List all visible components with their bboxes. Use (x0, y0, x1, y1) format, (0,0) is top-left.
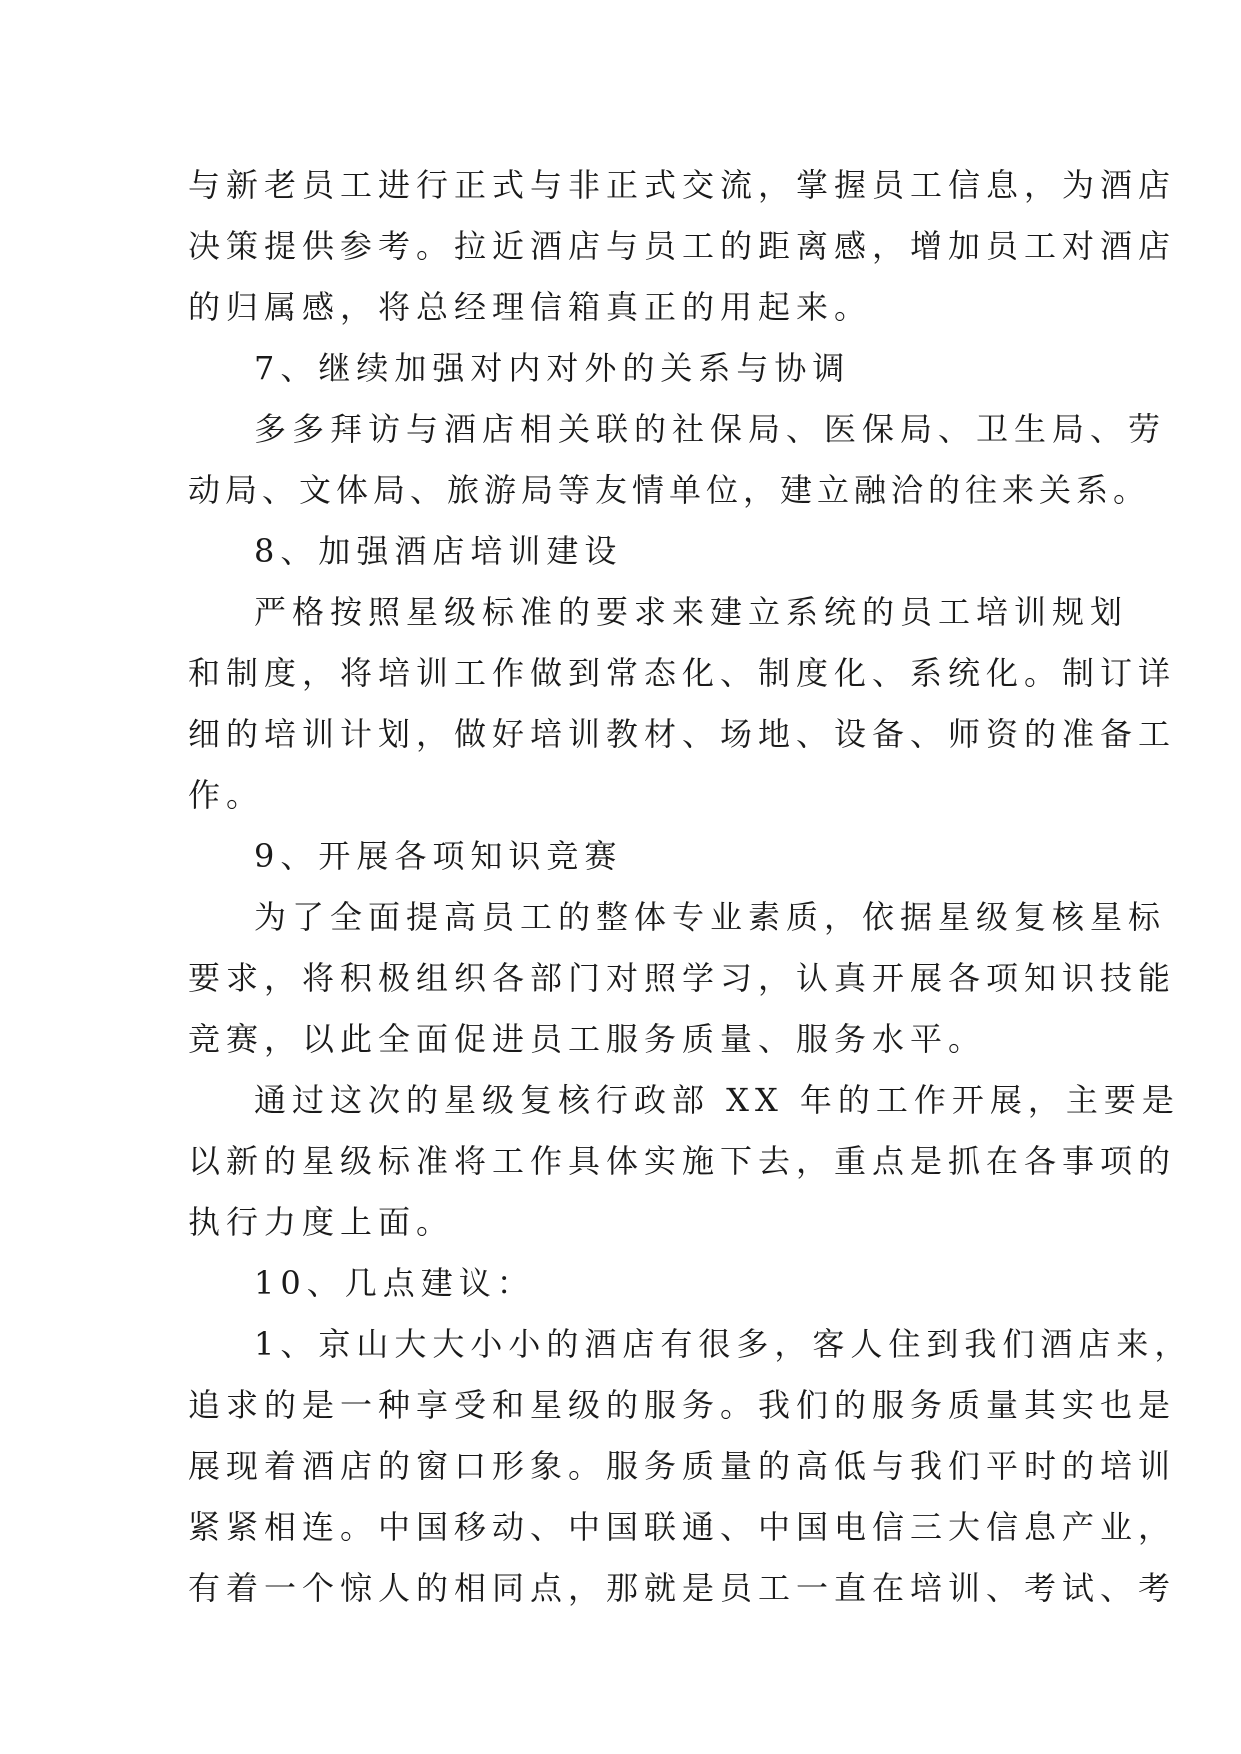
paragraph-line: 决策提供参考。拉近酒店与员工的距离感，增加员工对酒店 (188, 227, 1177, 265)
paragraph-line: 紧紧相连。中国移动、中国联通、中国电信三大信息产业， (188, 1508, 1177, 1546)
section-heading-8: 8、加强酒店培训建设 (254, 532, 623, 570)
paragraph-line: 竞赛，以此全面促进员工服务质量、服务水平。 (188, 1020, 987, 1058)
paragraph-line: 1、京山大大小小的酒店有很多，客人住到我们酒店来， (254, 1325, 1193, 1363)
document-body (188, 155, 1193, 1619)
paragraph-line: 严格按照星级标准的要求来建立系统的员工培训规划 (254, 593, 1129, 631)
paragraph-line: 以新的星级标准将工作具体实施下去，重点是抓在各事项的 (188, 1142, 1177, 1180)
paragraph-line: 追求的是一种享受和星级的服务。我们的服务质量其实也是 (188, 1386, 1177, 1424)
paragraph-line: 多多拜访与酒店相关联的社保局、医保局、卫生局、劳 (254, 410, 1167, 448)
paragraph-line: 作。 (188, 776, 265, 814)
section-heading-10: 10、几点建议： (254, 1264, 535, 1302)
paragraph-line: 细的培训计划，做好培训教材、场地、设备、师资的准备工 (188, 715, 1177, 753)
paragraph-line: 执行力度上面。 (188, 1203, 455, 1241)
paragraph-line: 为了全面提高员工的整体专业素质，依据星级复核星标 (254, 898, 1167, 936)
paragraph-line: 动局、文体局、旅游局等友情单位，建立融洽的往来关系。 (188, 471, 1151, 509)
paragraph-line: 要求，将积极组织各部门对照学习，认真开展各项知识技能 (188, 959, 1177, 997)
paragraph-line: 通过这次的星级复核行政部 XX 年的工作开展，主要是 (254, 1081, 1180, 1119)
section-heading-7: 7、继续加强对内对外的关系与协调 (254, 349, 851, 387)
paragraph-line: 展现着酒店的窗口形象。服务质量的高低与我们平时的培训 (188, 1447, 1177, 1485)
paragraph-line: 的归属感，将总经理信箱真正的用起来。 (188, 288, 873, 326)
paragraph-line: 有着一个惊人的相同点，那就是员工一直在培训、考试、考 (188, 1569, 1177, 1607)
paragraph-line: 与新老员工进行正式与非正式交流，掌握员工信息，为酒店 (188, 166, 1177, 204)
paragraph-line: 和制度，将培训工作做到常态化、制度化、系统化。制订详 (188, 654, 1177, 692)
section-heading-9: 9、开展各项知识竞赛 (254, 837, 623, 875)
